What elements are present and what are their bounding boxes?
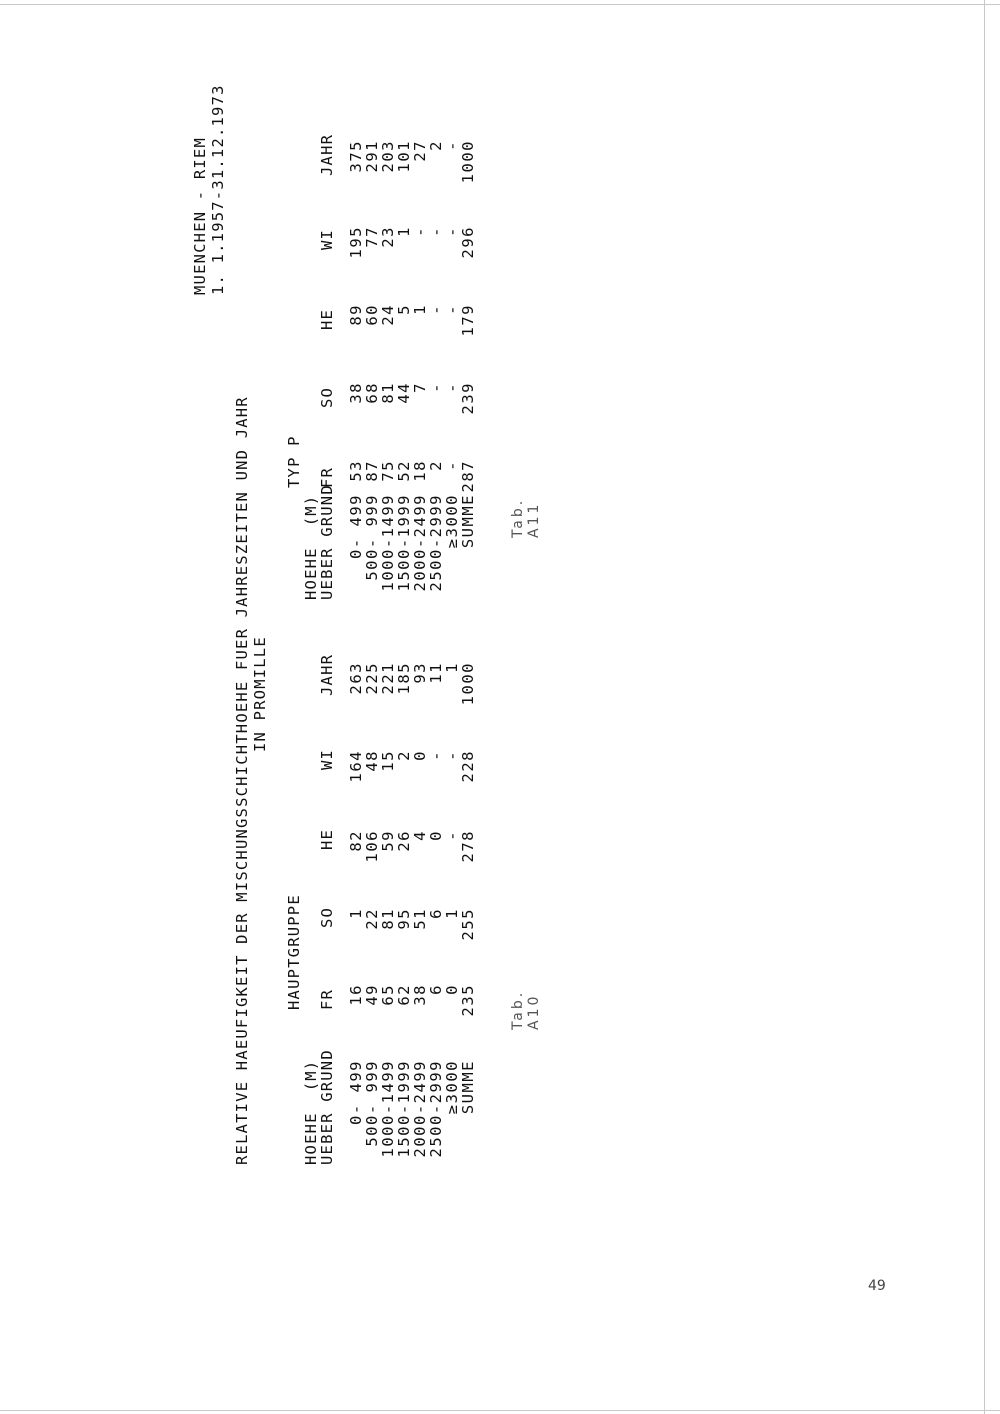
height-header-1: HOEHE (M) xyxy=(302,1059,320,1165)
fr-column xyxy=(348,460,476,500)
height-value: SUMME xyxy=(459,1060,477,1115)
rotated-page-content xyxy=(188,0,542,1210)
col-header-wi: WI xyxy=(318,228,336,250)
so-value: 95 xyxy=(395,908,413,930)
jahr-value: 221 xyxy=(379,662,397,695)
jahr-value: 375 xyxy=(347,140,365,173)
he-value: - xyxy=(443,304,461,315)
height-header-2: UEBER GRUND xyxy=(318,484,336,600)
he-value: 278 xyxy=(459,830,477,863)
height-value: 1000-1499 xyxy=(379,1060,397,1158)
col-header-he: HE xyxy=(318,828,336,850)
jahr-value: 263 xyxy=(347,662,365,695)
so-value: - xyxy=(427,382,445,393)
fr-value: 6 xyxy=(427,984,445,995)
wi-value: 164 xyxy=(347,750,365,783)
col-header-fr: FR xyxy=(318,466,336,488)
document-subtitle: IN PROMILLE xyxy=(251,636,269,752)
jahr-value: 1000 xyxy=(459,662,477,706)
fr-value: 18 xyxy=(411,460,429,482)
so-value: - xyxy=(443,382,461,393)
fr-value: 75 xyxy=(379,460,397,482)
fr-value: 53 xyxy=(347,460,365,482)
wi-value: 77 xyxy=(363,226,381,248)
he-value: 24 xyxy=(379,304,397,326)
so-value: 255 xyxy=(459,908,477,941)
jahr-value: 11 xyxy=(427,662,445,684)
height-value: 1500-1999 xyxy=(395,494,413,592)
he-value: - xyxy=(427,304,445,315)
page-number: 49 xyxy=(868,1278,886,1294)
so-column xyxy=(348,908,476,948)
so-value: 239 xyxy=(459,382,477,415)
fr-value: 16 xyxy=(347,984,365,1006)
jahr-value: 291 xyxy=(363,140,381,173)
col-header-jahr: JAHR xyxy=(318,653,336,696)
height-value: 0- 499 xyxy=(347,1060,365,1125)
scan-edge-right xyxy=(984,0,985,1414)
height-value: 1000-1499 xyxy=(379,494,397,592)
wi-value: - xyxy=(427,226,445,237)
fr-value: 38 xyxy=(411,984,429,1006)
jahr-value: 1000 xyxy=(459,140,477,184)
group-label: TYP P xyxy=(285,435,303,488)
col-header-so: SO xyxy=(318,386,336,408)
height-value: ≥3000 xyxy=(443,1060,461,1115)
height-value: ≥3000 xyxy=(443,494,461,549)
so-value: 44 xyxy=(395,382,413,404)
col-header-fr: FR xyxy=(318,988,336,1010)
table-caption: Tab. A10 xyxy=(510,989,542,1030)
he-value: 1 xyxy=(411,304,429,315)
height-column xyxy=(348,494,476,604)
wi-value: - xyxy=(443,750,461,761)
wi-value: 48 xyxy=(363,750,381,772)
jahr-value: 101 xyxy=(395,140,413,173)
fr-value: 87 xyxy=(363,460,381,482)
wi-value: 15 xyxy=(379,750,397,772)
he-value: 60 xyxy=(363,304,381,326)
height-value: SUMME xyxy=(459,494,477,549)
group-label: HAUPTGRUPPE xyxy=(285,894,303,1010)
fr-value: 0 xyxy=(443,984,461,995)
wi-value: 195 xyxy=(347,226,365,259)
so-value: 51 xyxy=(411,908,429,930)
he-value: 4 xyxy=(411,830,429,841)
wi-value: 228 xyxy=(459,750,477,783)
he-value: 106 xyxy=(363,830,381,863)
height-value: 2000-2499 xyxy=(411,1060,429,1158)
fr-value: - xyxy=(443,460,461,471)
jahr-value: 93 xyxy=(411,662,429,684)
height-value: 500- 999 xyxy=(363,494,381,581)
so-value: 68 xyxy=(363,382,381,404)
he-value: 26 xyxy=(395,830,413,852)
wi-value: 2 xyxy=(395,750,413,761)
he-value: - xyxy=(443,830,461,841)
fr-value: 52 xyxy=(395,460,413,482)
he-value: 82 xyxy=(347,830,365,852)
jahr-value: 185 xyxy=(395,662,413,695)
height-header-1: HOEHE (M) xyxy=(302,494,320,600)
fr-value: 49 xyxy=(363,984,381,1006)
he-value: 179 xyxy=(459,304,477,337)
he-value: 59 xyxy=(379,830,397,852)
jahr-value: 225 xyxy=(363,662,381,695)
he-value: 89 xyxy=(347,304,365,326)
wi-value: - xyxy=(427,750,445,761)
height-value: 0- 499 xyxy=(347,494,365,559)
height-value: 2500-2999 xyxy=(427,1060,445,1158)
he-column xyxy=(348,830,476,870)
col-header-wi: WI xyxy=(318,748,336,770)
wi-value: 1 xyxy=(395,226,413,237)
jahr-column xyxy=(348,662,476,708)
wi-column xyxy=(348,226,476,266)
location-label: MUENCHEN - RIEM xyxy=(191,137,209,295)
wi-value: 296 xyxy=(459,226,477,259)
fr-value: 62 xyxy=(395,984,413,1006)
height-value: 1500-1999 xyxy=(395,1060,413,1158)
fr-value: 287 xyxy=(459,460,477,493)
so-column xyxy=(348,382,476,422)
so-value: 38 xyxy=(347,382,365,404)
height-value: 500- 999 xyxy=(363,1060,381,1147)
so-value: 6 xyxy=(427,908,445,919)
table-caption: Tab. A11 xyxy=(510,497,542,538)
height-column xyxy=(348,1060,476,1170)
jahr-value: - xyxy=(443,140,461,151)
fr-value: 65 xyxy=(379,984,397,1006)
jahr-value: 1 xyxy=(443,662,461,673)
he-value: 0 xyxy=(427,830,445,841)
so-value: 1 xyxy=(347,908,365,919)
period-label: 1. 1.1957-31.12.1973 xyxy=(209,84,227,295)
so-value: 81 xyxy=(379,382,397,404)
height-value: 2500-2999 xyxy=(427,494,445,592)
document-title: RELATIVE HAEUFIGKEIT DER MISCHUNGSSCHICHTHOEHE FUER JAHRESZEITEN UND JAHR xyxy=(233,396,251,1165)
he-value: 5 xyxy=(395,304,413,315)
so-value: 22 xyxy=(363,908,381,930)
wi-value: - xyxy=(411,226,429,237)
so-value: 1 xyxy=(443,908,461,919)
height-header-2: UEBER GRUND xyxy=(318,1049,336,1165)
wi-value: 0 xyxy=(411,750,429,761)
col-header-he: HE xyxy=(318,308,336,330)
so-value: 7 xyxy=(411,382,429,393)
fr-column xyxy=(348,984,476,1024)
wi-value: 23 xyxy=(379,226,397,248)
jahr-value: 203 xyxy=(379,140,397,173)
jahr-value: 27 xyxy=(411,140,429,162)
scan-edge-bottom xyxy=(0,1410,1000,1411)
col-header-so: SO xyxy=(318,906,336,928)
jahr-column xyxy=(348,140,476,186)
so-value: 81 xyxy=(379,908,397,930)
col-header-jahr: JAHR xyxy=(318,133,336,176)
wi-column xyxy=(348,750,476,790)
he-column xyxy=(348,304,476,344)
fr-value: 2 xyxy=(427,460,445,471)
wi-value: - xyxy=(443,226,461,237)
fr-value: 235 xyxy=(459,984,477,1017)
height-value: 2000-2499 xyxy=(411,494,429,592)
jahr-value: 2 xyxy=(427,140,445,151)
